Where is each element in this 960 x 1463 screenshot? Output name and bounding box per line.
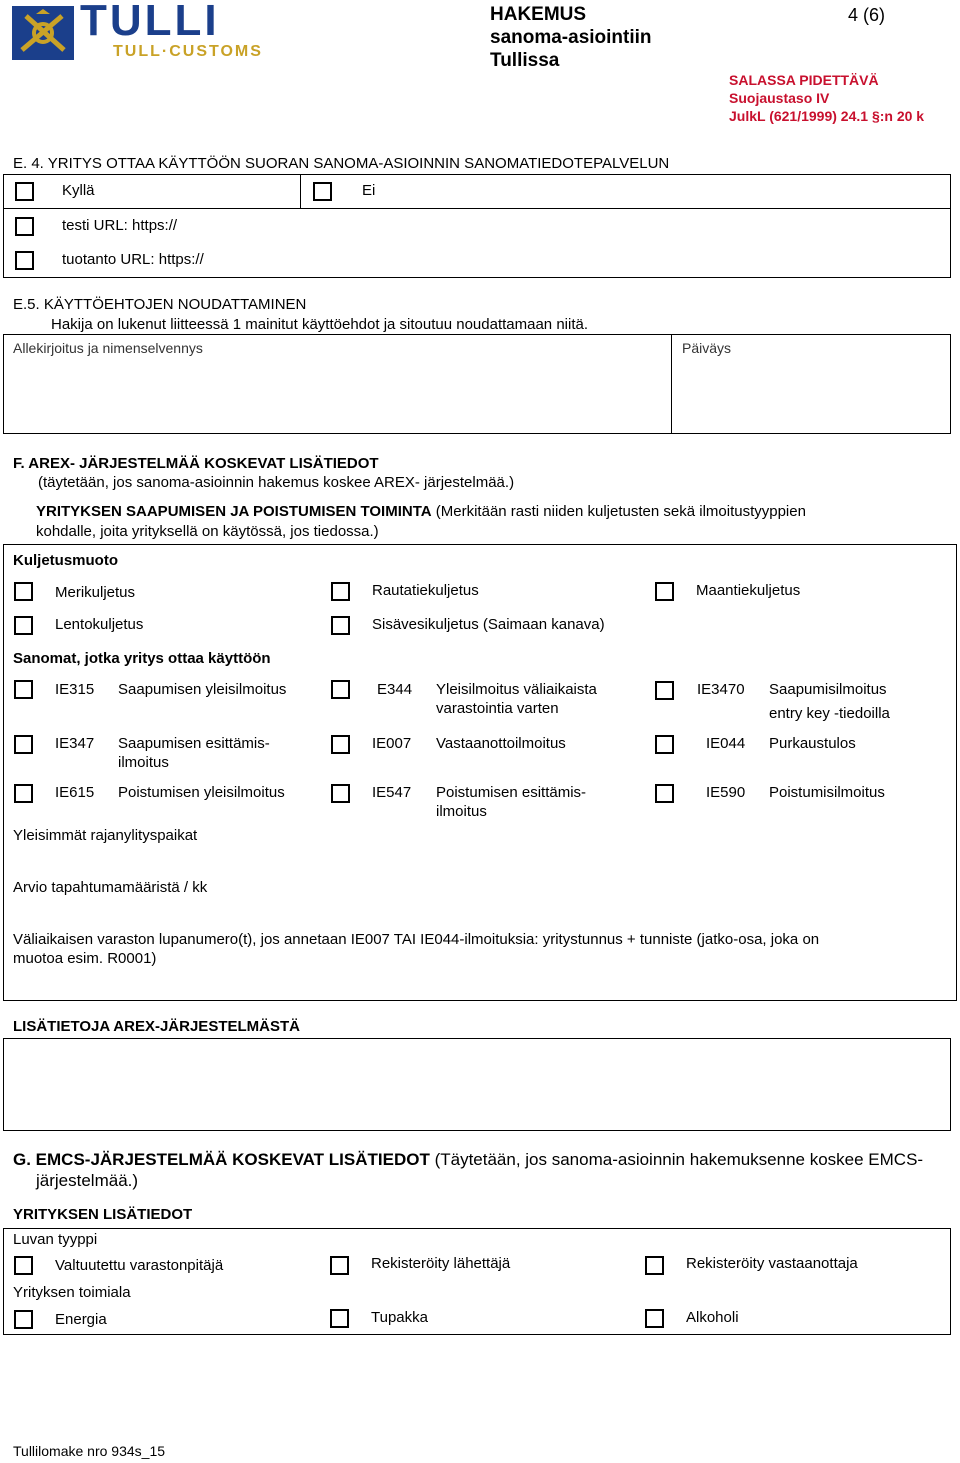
yes-checkbox[interactable] bbox=[15, 182, 34, 201]
registered-consignee-checkbox[interactable] bbox=[645, 1256, 664, 1275]
border-points-label: Yleisimmät rajanylityspaikat bbox=[13, 827, 198, 844]
message-name: Purkaustulos bbox=[769, 735, 856, 752]
confidential-label: SALASSA PIDETTÄVÄ bbox=[729, 72, 879, 88]
section-f-subtitle: (täytetään, jos sanoma-asioinnin hakemus koskee AREX- järjestelmää.) bbox=[38, 474, 515, 491]
terms-text: Hakija on lukenut liitteessä 1 mainitut käyttöehdot ja sitoutuu noudattamaan niitä. bbox=[51, 316, 588, 333]
volume-field[interactable] bbox=[4, 898, 954, 928]
section-g-bold: G. EMCS-JÄRJESTELMÄÄ KOSKEVAT LISÄTIEDOT bbox=[13, 1150, 430, 1169]
message-code: IE347 bbox=[55, 735, 95, 752]
border-points-field[interactable] bbox=[4, 846, 954, 876]
license-type-label: Luvan tyyppi bbox=[13, 1231, 98, 1248]
message-name-line2: ilmoitus bbox=[118, 754, 169, 771]
industry-option: Tupakka bbox=[371, 1309, 428, 1326]
transport-label: Kuljetusmuoto bbox=[13, 552, 118, 569]
date-label: Päiväys bbox=[682, 340, 732, 356]
emcs-box bbox=[3, 1228, 951, 1335]
section-g-title-line2: järjestelmää.) bbox=[36, 1171, 139, 1190]
license-label: Valtuutettu varastonpitäjä bbox=[55, 1257, 224, 1274]
form-title-line3: Tullissa bbox=[490, 50, 560, 71]
ie547-checkbox[interactable] bbox=[331, 784, 350, 803]
logo bbox=[12, 6, 74, 60]
message-name: Poistumisilmoitus bbox=[769, 784, 885, 801]
form-number: Tullilomake nro 934s_15 bbox=[13, 1443, 166, 1459]
date-field[interactable] bbox=[673, 358, 950, 433]
message-code: E344 bbox=[377, 681, 413, 698]
rail-transport-label: Rautatiekuljetus bbox=[372, 582, 479, 599]
legal-reference: JulkL (621/1999) 24.1 §:n 20 k bbox=[729, 108, 925, 124]
section-e4-title: E. 4. YRITYS OTTAA KÄYTTÖÖN SUORAN SANOMA-ASIOINNIN SANOMATIEDOTEPALVELUN bbox=[13, 155, 670, 172]
arex-extra-field[interactable] bbox=[3, 1038, 951, 1131]
message-code: IE590 bbox=[706, 784, 746, 801]
industry-option: Energia bbox=[55, 1311, 107, 1328]
industry-label: Yrityksen toimiala bbox=[13, 1284, 131, 1301]
air-transport-checkbox[interactable] bbox=[14, 616, 33, 635]
no-checkbox[interactable] bbox=[313, 182, 332, 201]
industry-option: Alkoholi bbox=[686, 1309, 739, 1326]
crest-icon bbox=[12, 6, 74, 60]
signature-field[interactable] bbox=[4, 358, 670, 433]
form-title-line2: sanoma-asiointiin bbox=[490, 27, 652, 48]
section-e5-title: E.5. KÄYTTÖEHTOJEN NOUDATTAMINEN bbox=[13, 296, 307, 313]
rail-transport-checkbox[interactable] bbox=[331, 582, 350, 601]
message-name: Poistumisen esittämis- bbox=[436, 784, 587, 801]
ie007-checkbox[interactable] bbox=[331, 735, 350, 754]
messages-label: Sanomat, jotka yritys ottaa käyttöön bbox=[13, 650, 271, 667]
message-name: Saapumisen esittämis- bbox=[118, 735, 270, 752]
message-code: IE007 bbox=[372, 735, 412, 752]
prod-url-label: tuotanto URL: https:// bbox=[62, 251, 204, 268]
message-name: Yleisilmoitus väliaikaista bbox=[436, 681, 597, 698]
signature-label: Allekirjoitus ja nimenselvennys bbox=[13, 340, 203, 356]
ie3470-checkbox[interactable] bbox=[655, 681, 674, 700]
road-transport-checkbox[interactable] bbox=[655, 582, 674, 601]
energy-checkbox[interactable] bbox=[14, 1310, 33, 1329]
message-code: IE615 bbox=[55, 784, 95, 801]
form-title-line1: HAKEMUS bbox=[490, 4, 587, 25]
license-label: Rekisteröity lähettäjä bbox=[371, 1255, 511, 1272]
message-name: Poistumisen yleisilmoitus bbox=[118, 784, 285, 801]
ie044-checkbox[interactable] bbox=[655, 735, 674, 754]
message-name: Vastaanottoilmoitus bbox=[436, 735, 566, 752]
operations-note-line2: kohdalle, joita yrityksellä on käytössä, jos tiedossa.) bbox=[36, 523, 379, 540]
warehouse-label-line2: muotoa esim. R0001) bbox=[13, 950, 157, 967]
ie590-checkbox[interactable] bbox=[655, 784, 674, 803]
road-transport-label: Maantiekuljetus bbox=[696, 582, 801, 599]
section-g-title bbox=[13, 1150, 923, 1170]
air-transport-label: Lentokuljetus bbox=[55, 616, 144, 633]
tobacco-checkbox[interactable] bbox=[330, 1309, 349, 1328]
authorised-warehouse-checkbox[interactable] bbox=[14, 1256, 33, 1275]
logo-subtext: TULL·CUSTOMS bbox=[113, 43, 263, 60]
message-code: IE547 bbox=[372, 784, 412, 801]
yes-label: Kyllä bbox=[62, 182, 95, 199]
company-info-title: YRITYKSEN LISÄTIEDOT bbox=[13, 1206, 193, 1223]
message-name: Saapumisilmoitus bbox=[769, 681, 887, 698]
license-label: Rekisteröity vastaanottaja bbox=[686, 1255, 858, 1272]
ie347-checkbox[interactable] bbox=[14, 735, 33, 754]
ie315-checkbox[interactable] bbox=[14, 680, 33, 699]
e344-checkbox[interactable] bbox=[331, 680, 350, 699]
message-name-line2: entry key -tiedoilla bbox=[769, 705, 890, 722]
warehouse-field[interactable] bbox=[4, 970, 954, 999]
alcohol-checkbox[interactable] bbox=[645, 1309, 664, 1328]
prod-url-checkbox[interactable] bbox=[15, 251, 34, 270]
inland-water-label: Sisävesikuljetus (Saimaan kanava) bbox=[372, 616, 605, 633]
operations-title bbox=[36, 503, 806, 520]
inland-water-checkbox[interactable] bbox=[331, 616, 350, 635]
message-name-line2: ilmoitus bbox=[436, 803, 487, 820]
ie615-checkbox[interactable] bbox=[14, 784, 33, 803]
page-number: 4 (6) bbox=[848, 5, 886, 25]
no-label: Ei bbox=[362, 182, 376, 199]
message-code: IE3470 bbox=[697, 681, 745, 698]
volume-label: Arvio tapahtumamääristä / kk bbox=[13, 879, 208, 896]
message-name-line2: varastointia varten bbox=[436, 700, 559, 717]
sea-transport-checkbox[interactable] bbox=[14, 582, 33, 601]
security-level: Suojaustaso IV bbox=[729, 90, 830, 106]
registered-consignor-checkbox[interactable] bbox=[330, 1256, 349, 1275]
section-f-title: F. AREX- JÄRJESTELMÄÄ KOSKEVAT LISÄTIEDOT bbox=[13, 455, 379, 472]
operations-bold: YRITYKSEN SAAPUMISEN JA POISTUMISEN TOIMINTA bbox=[36, 503, 432, 520]
warehouse-label-line1: Väliaikaisen varaston lupanumero(t), jos annetaan IE007 TAI IE044-ilmoituksia: yritystunnus + tunniste (jatko-osa, joka on bbox=[13, 931, 820, 948]
sea-transport-label: Merikuljetus bbox=[55, 584, 136, 601]
operations-note: (Merkitään rasti niiden kuljetusten sekä ilmoitustyyppien bbox=[431, 503, 806, 520]
message-code: IE044 bbox=[706, 735, 746, 752]
arex-extra-title: LISÄTIETOJA AREX-JÄRJESTELMÄSTÄ bbox=[13, 1018, 300, 1035]
logo-text: TULLI bbox=[80, 0, 220, 45]
test-url-checkbox[interactable] bbox=[15, 217, 34, 236]
section-g-note: (Täytetään, jos sanoma-asioinnin hakemuksenne koskee EMCS- bbox=[429, 1150, 924, 1169]
message-name: Saapumisen yleisilmoitus bbox=[118, 681, 287, 698]
message-code: IE315 bbox=[55, 681, 95, 698]
test-url-label: testi URL: https:// bbox=[62, 217, 178, 234]
